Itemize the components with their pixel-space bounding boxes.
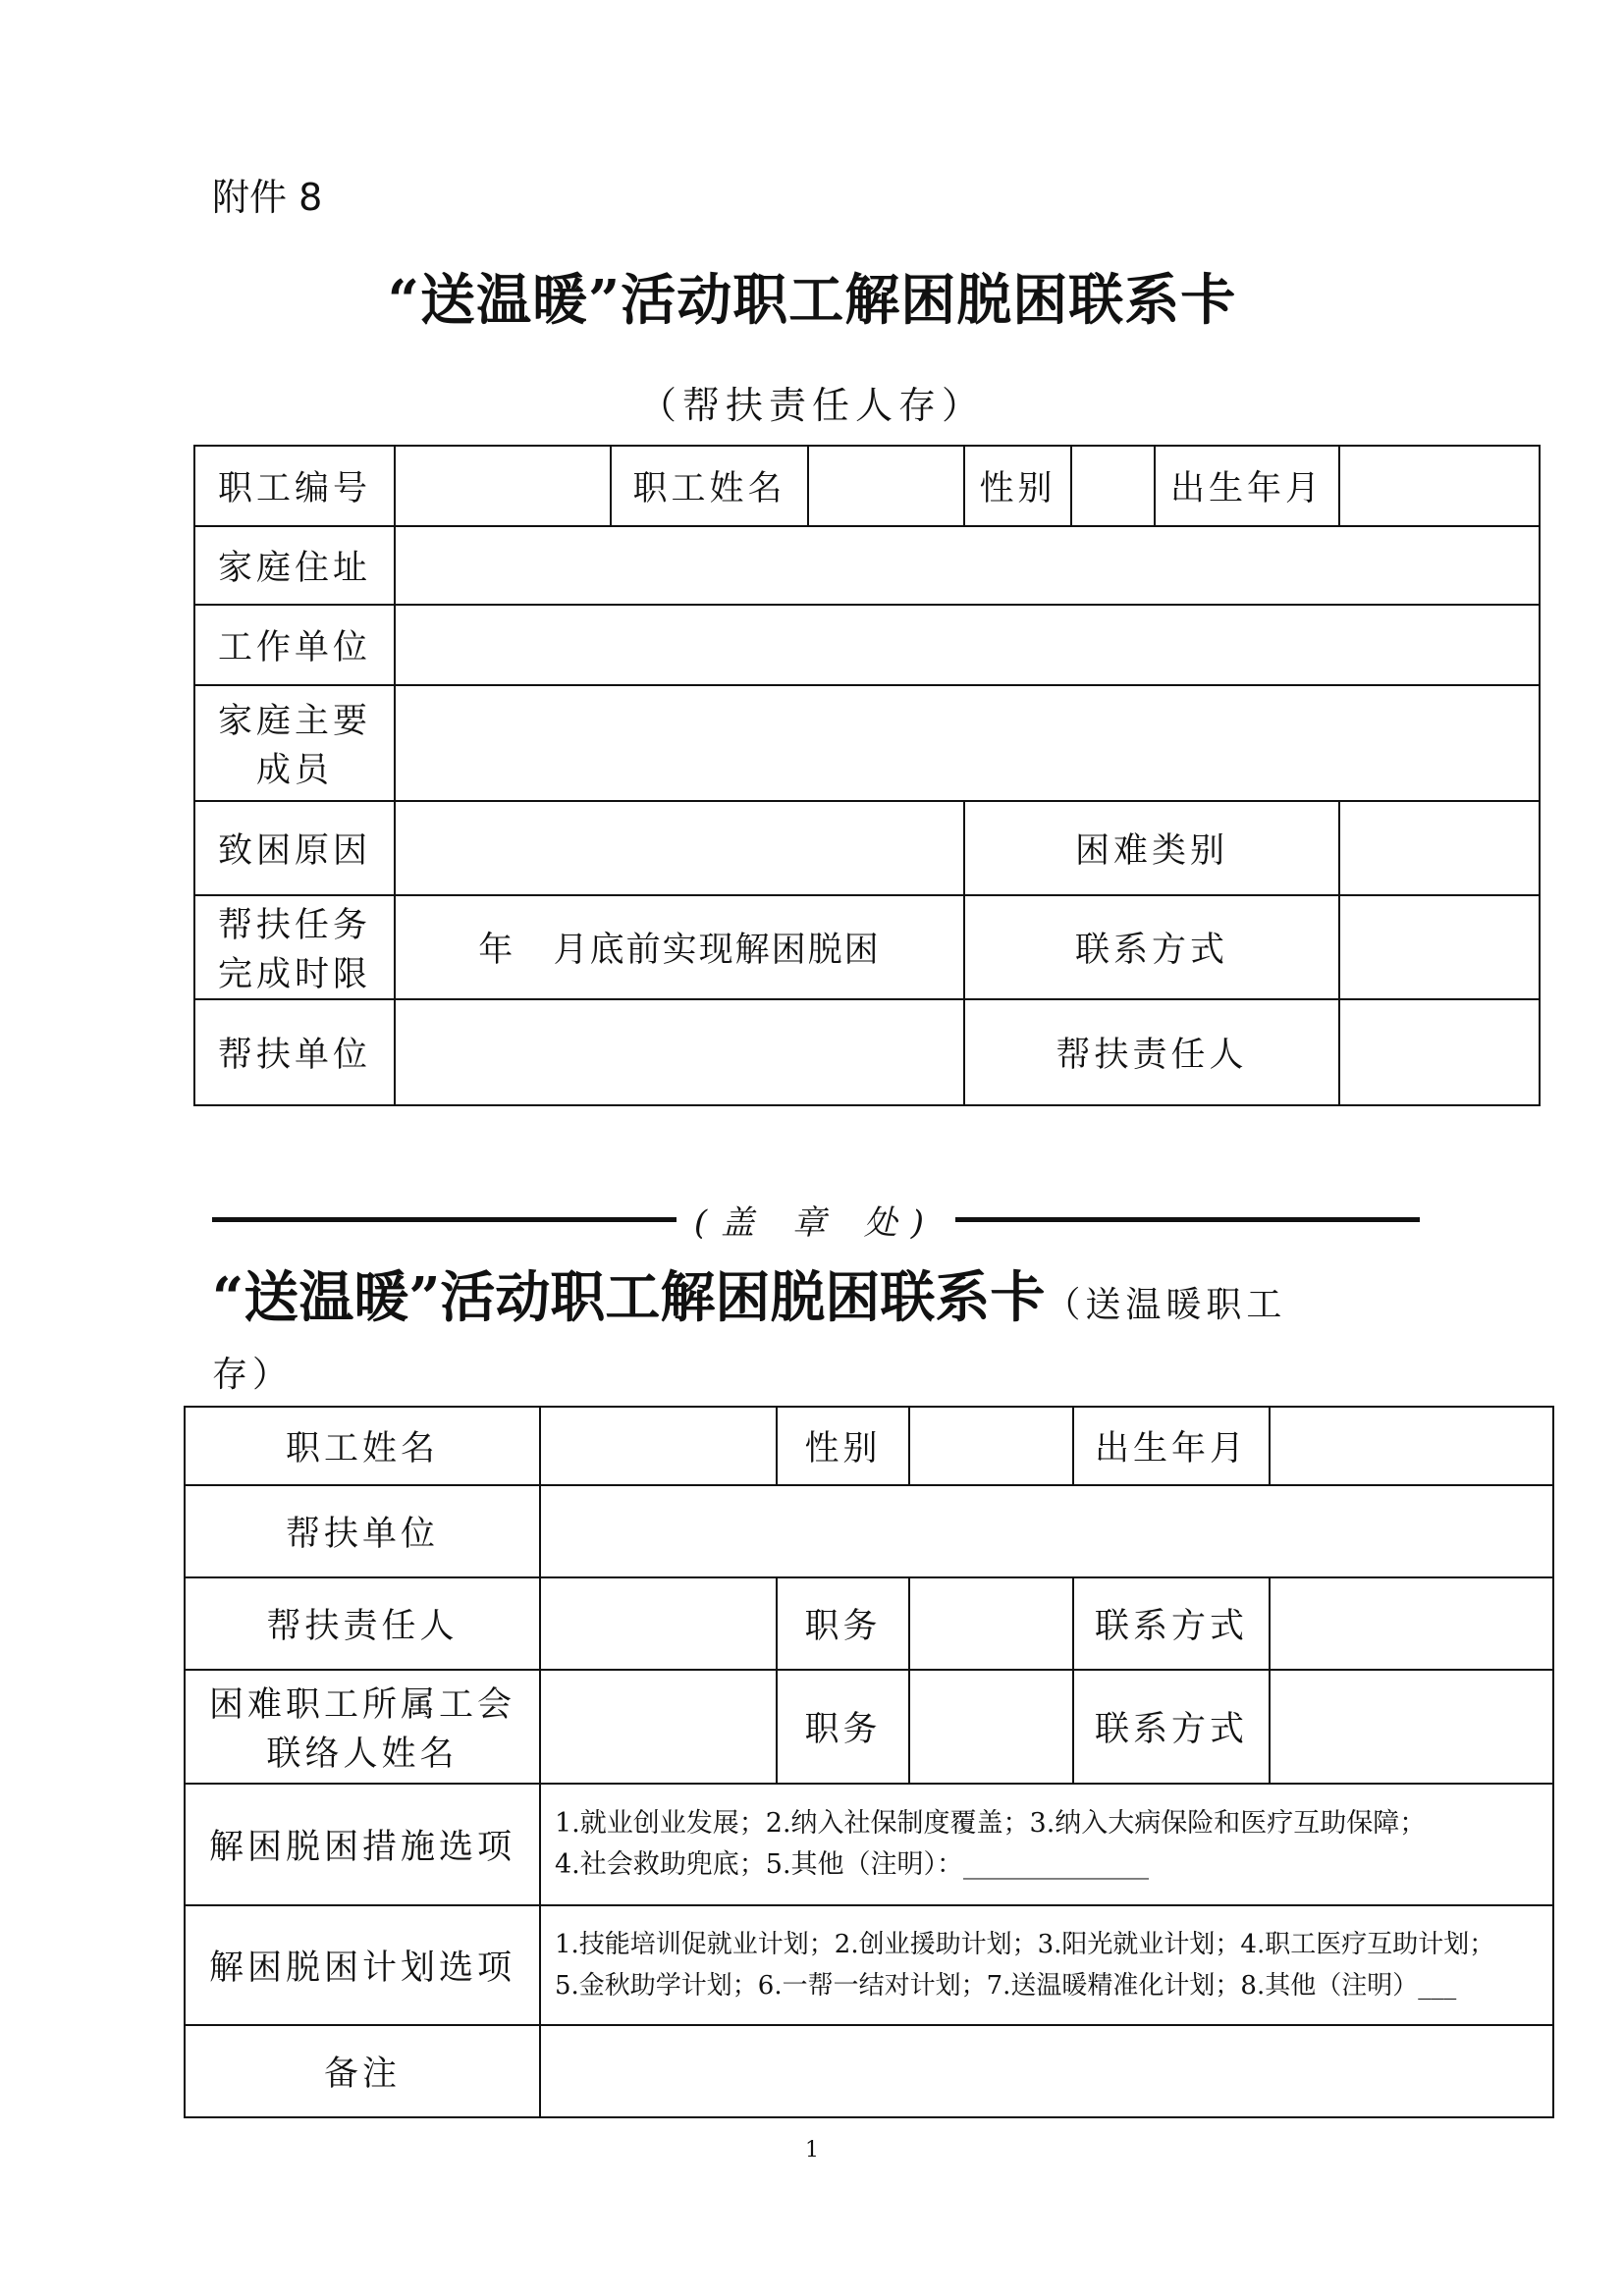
- c2-helper-person-field[interactable]: [540, 1577, 777, 1670]
- c2-measures-options-line1: 1.就业创业发展；2.纳入社保制度覆盖；3.纳入大病保险和医疗互助保障；: [555, 1808, 1427, 1839]
- employee-id-field[interactable]: [395, 446, 611, 526]
- c2-employee-name-label: 职工姓名: [185, 1407, 540, 1485]
- cause-field[interactable]: [395, 801, 964, 895]
- c2-plans-label: 解困脱困计划选项: [185, 1905, 540, 2025]
- card1-subtitle: （帮扶责任人存）: [638, 384, 985, 427]
- cause-label: 致困原因: [194, 801, 395, 895]
- attachment-label: 附件 8: [212, 176, 323, 219]
- address-field[interactable]: [395, 526, 1540, 605]
- c2-plans-options-line1: 1.技能培训促就业计划；2.创业援助计划；3.阳光就业计划；4.职工医疗互助计划；: [555, 1930, 1495, 1959]
- c2-birth-field[interactable]: [1270, 1407, 1553, 1485]
- c2-union-contact-label: [185, 1670, 540, 1784]
- c2-position2-label: 职务: [777, 1670, 909, 1784]
- c2-plans-options-line2: 5.金秋助学计划；6.一帮一结对计划；7.送温暖精准化计划；8.其他（注明）___: [555, 1971, 1457, 2001]
- helper-person-label: 帮扶责任人: [964, 999, 1339, 1105]
- c2-helper-unit-field[interactable]: [540, 1485, 1553, 1577]
- card1-title: “送温暖”活动职工解困脱困联系卡: [387, 268, 1237, 333]
- card1-table: [193, 445, 1541, 1106]
- c2-gender-field[interactable]: [909, 1407, 1073, 1485]
- c2-helper-unit-label: 帮扶单位: [185, 1485, 540, 1577]
- c2-remarks-field[interactable]: [540, 2025, 1553, 2117]
- c2-contact2-label: 联系方式: [1073, 1670, 1270, 1784]
- workplace-label: 工作单位: [194, 605, 395, 685]
- contact-label: 联系方式: [964, 895, 1339, 999]
- category-label: 困难类别: [964, 801, 1339, 895]
- helper-unit-field[interactable]: [395, 999, 964, 1105]
- c2-position2-field[interactable]: [909, 1670, 1073, 1784]
- helper-person-field[interactable]: [1339, 999, 1540, 1105]
- birth-field[interactable]: [1339, 446, 1540, 526]
- c2-remarks-label: 备注: [185, 2025, 540, 2117]
- deadline-label-line2: 完成时限: [217, 955, 371, 994]
- c2-contact-label: 联系方式: [1073, 1577, 1270, 1670]
- card2-title: “送温暖”活动职工解困脱困联系卡: [212, 1265, 1046, 1330]
- c2-measures-options-line2: 4.社会救助兜底；5.其他（注明）：______________: [555, 1849, 1150, 1880]
- gender-field[interactable]: [1071, 446, 1155, 526]
- family-members-label-line2: 成员: [255, 751, 333, 790]
- workplace-field[interactable]: [395, 605, 1540, 685]
- separator-dash-right: [955, 1217, 1420, 1222]
- c2-plans-options: [540, 1905, 1553, 2025]
- c2-measures-label: 解困脱困措施选项: [185, 1784, 540, 1905]
- c2-contact-field[interactable]: [1270, 1577, 1553, 1670]
- category-field[interactable]: [1339, 801, 1540, 895]
- family-members-label: [194, 685, 395, 801]
- deadline-label: [194, 895, 395, 999]
- separator-dash-left: [212, 1217, 677, 1222]
- stamp-label: (盖 章 处): [693, 1203, 939, 1243]
- gender-label: 性别: [964, 446, 1071, 526]
- c2-measures-options: [540, 1784, 1553, 1905]
- contact-field[interactable]: [1339, 895, 1540, 999]
- birth-label: 出生年月: [1155, 446, 1339, 526]
- c2-union-contact-label-line1: 困难职工所属工会: [208, 1685, 515, 1725]
- c2-helper-person-label: 帮扶责任人: [185, 1577, 540, 1670]
- employee-id-label: 职工编号: [194, 446, 395, 526]
- helper-unit-label: 帮扶单位: [194, 999, 395, 1105]
- family-members-label-line1: 家庭主要: [217, 702, 371, 741]
- c2-gender-label: 性别: [777, 1407, 909, 1485]
- employee-name-field[interactable]: [808, 446, 964, 526]
- employee-name-label: 职工姓名: [611, 446, 808, 526]
- address-label: 家庭住址: [194, 526, 395, 605]
- c2-union-contact-label-line2: 联络人姓名: [266, 1735, 459, 1774]
- page-number: 1: [805, 2138, 819, 2163]
- c2-position-field[interactable]: [909, 1577, 1073, 1670]
- card2-title-line: [212, 1255, 1286, 1333]
- c2-position-label: 职务: [777, 1577, 909, 1670]
- stamp-separator: [212, 1196, 1420, 1244]
- card2-title-note: （送温暖职工: [1045, 1285, 1287, 1325]
- c2-employee-name-field[interactable]: [540, 1407, 777, 1485]
- card2-table: [184, 1406, 1554, 2118]
- deadline-label-line1: 帮扶任务: [217, 906, 371, 945]
- c2-contact2-field[interactable]: [1270, 1670, 1553, 1784]
- deadline-text: 年 月底前实现解困脱困: [395, 895, 964, 999]
- c2-birth-label: 出生年月: [1073, 1407, 1270, 1485]
- family-members-field[interactable]: [395, 685, 1540, 801]
- card2-title-note-cont: 存）: [212, 1355, 294, 1395]
- c2-union-contact-field[interactable]: [540, 1670, 777, 1784]
